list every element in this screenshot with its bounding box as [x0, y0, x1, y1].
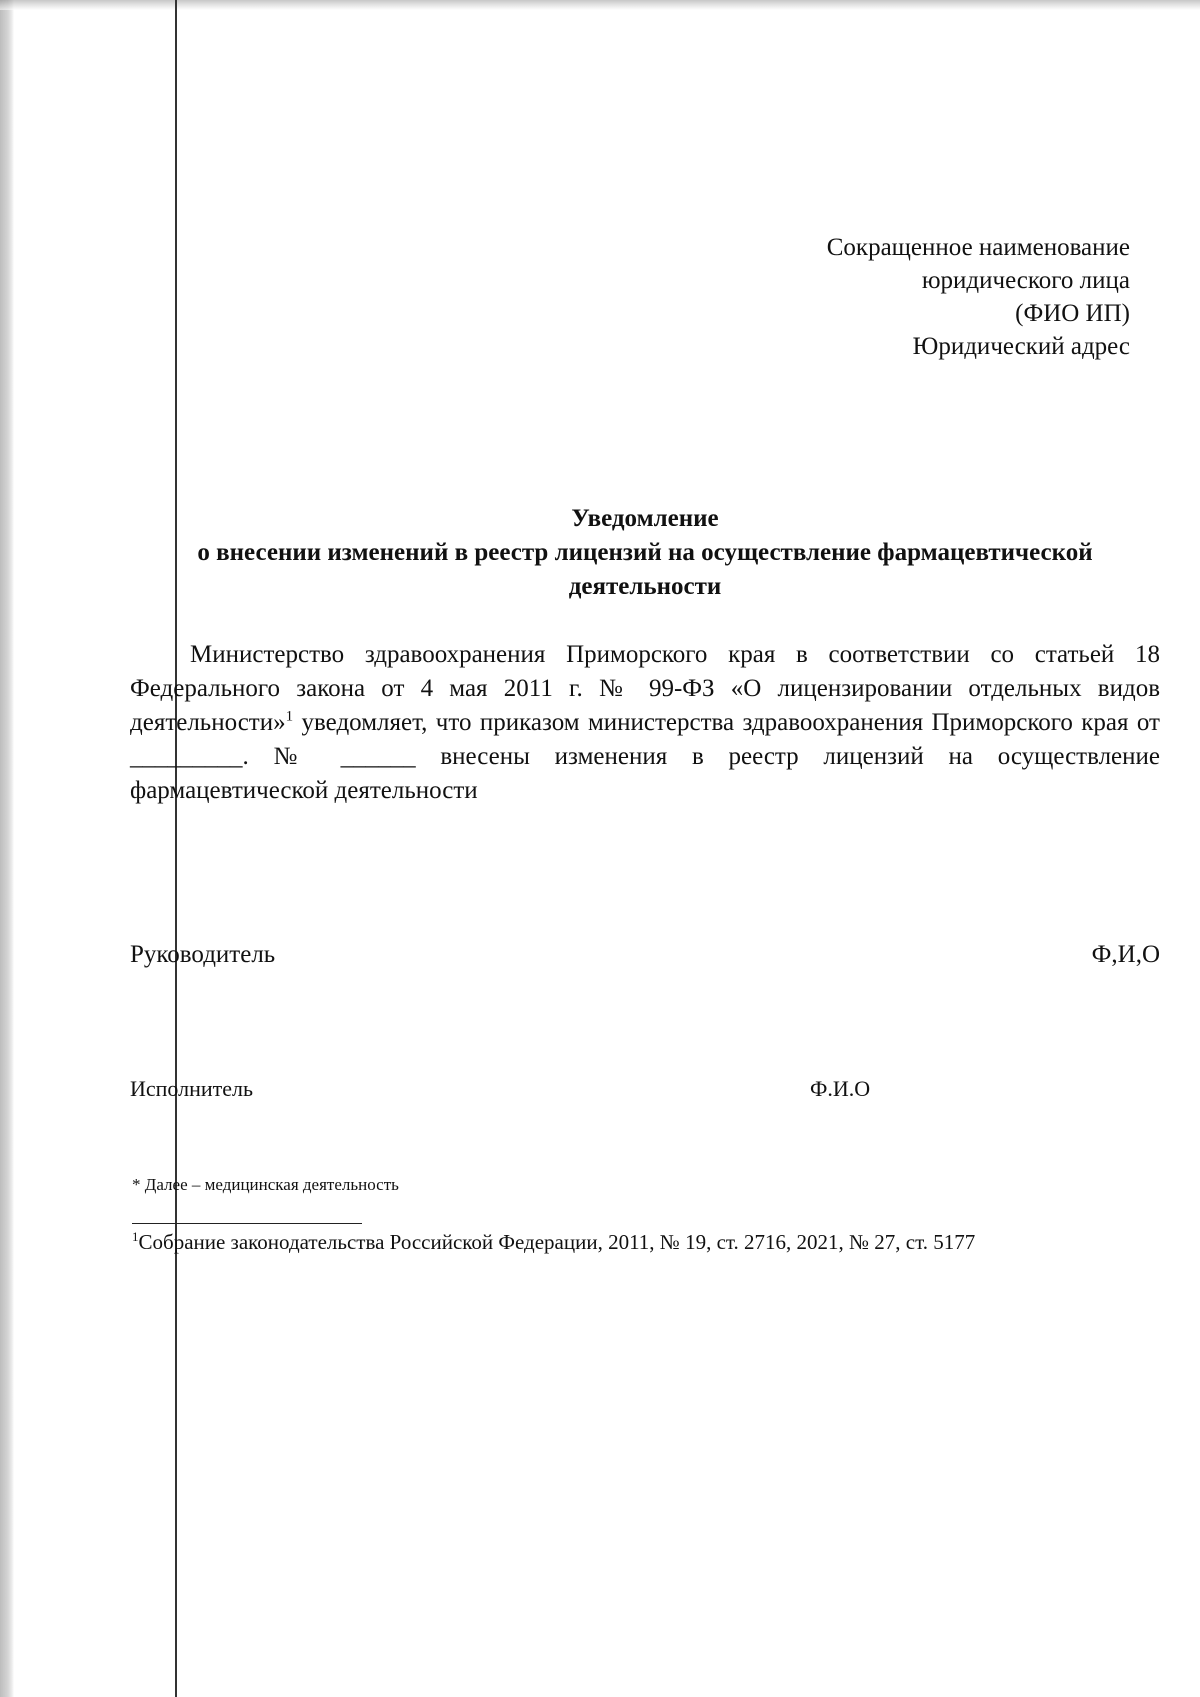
executor-role: Исполнитель — [130, 1076, 254, 1101]
signature-role: Руководитель — [130, 941, 276, 968]
document-title — [130, 502, 1160, 604]
signature-name: Ф,И,О — [1091, 941, 1160, 968]
footnote-1 — [132, 1228, 975, 1256]
body-text: Министерство здравоохранения Приморского края в соответствии со статьей 18 Федерального закона от 4 мая 2011 г. № 99-ФЗ «О лицензировании отдельных видов деятельности» — [130, 641, 1160, 736]
executor-row — [130, 1075, 1160, 1103]
executor-name: Ф.И.О — [810, 1076, 871, 1101]
title-line: о внесении изменений в реестр лицензий на осуществление фармацевтической — [197, 539, 1093, 566]
footnote-text: Собрание законодательства Российской Федерации, 2011, № 19, ст. 2716, 2021, № 27, ст. 5177 — [138, 1230, 976, 1254]
addressee-line: Сокращенное наименование — [826, 234, 1130, 261]
addressee-block — [610, 231, 1130, 363]
scan-fold-line — [175, 0, 177, 1697]
footnote-mark: 1 — [132, 1229, 139, 1244]
scan-edge-left — [0, 0, 14, 1697]
title-line: Уведомление — [571, 505, 719, 532]
footnote-star: * Далее – медицинская деятельность — [132, 1175, 399, 1194]
signature-row — [130, 938, 1160, 971]
footnote-reference: 1 — [285, 708, 294, 725]
footnote-divider — [132, 1223, 362, 1224]
body-text: уведомляет, что приказом министерства здравоохранения Приморского края от _________. № ______ внесены изменения в реестр лицензий на осуществление фармацевтической деятельности — [130, 709, 1160, 804]
body-paragraph — [130, 638, 1160, 808]
addressee-line: (ФИО ИП) — [1015, 300, 1130, 327]
title-line: деятельности — [568, 573, 722, 600]
addressee-line: Юридический адрес — [912, 333, 1130, 360]
addressee-line: юридического лица — [921, 267, 1130, 294]
scan-edge-top — [0, 0, 1200, 10]
